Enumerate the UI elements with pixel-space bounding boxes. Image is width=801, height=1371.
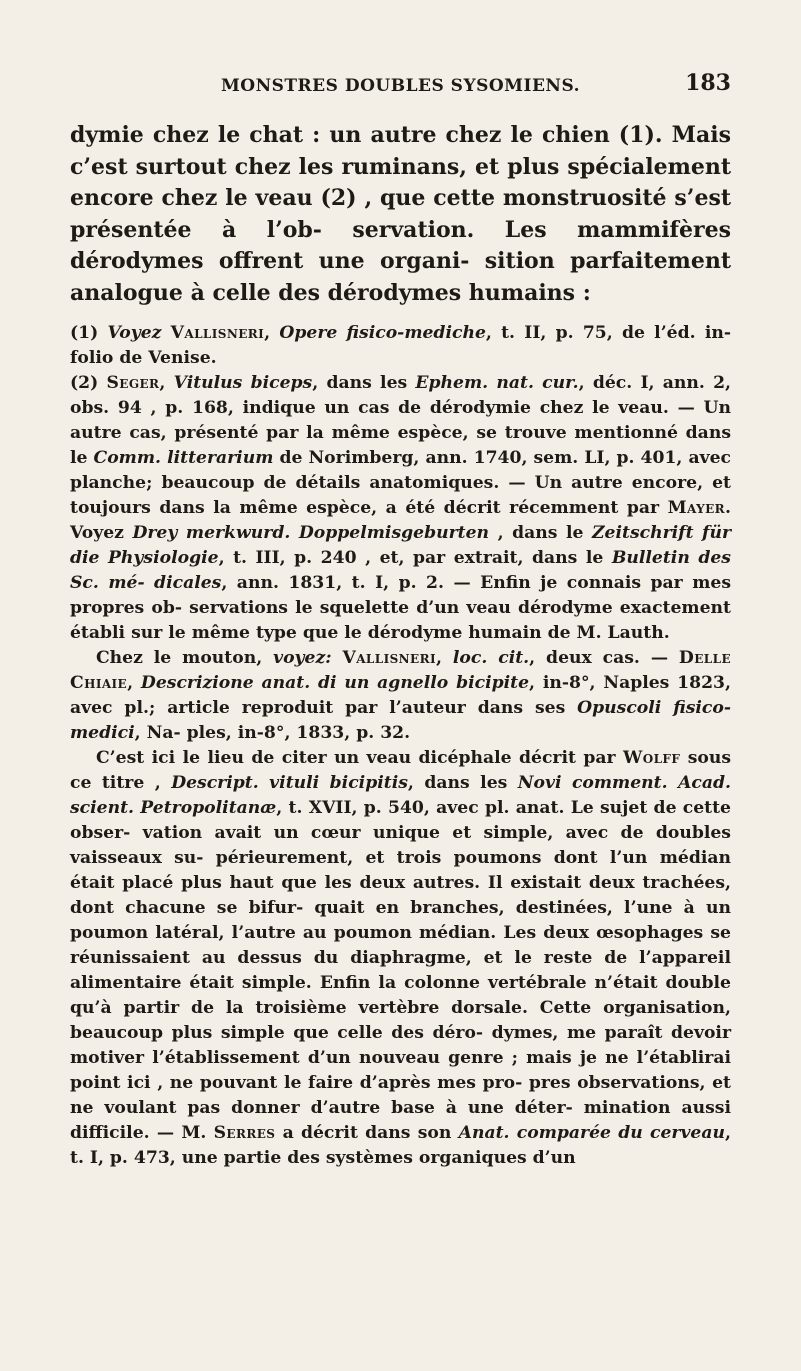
main-paragraph: dymie chez le chat : un autre chez le chien (1). Mais c’est surtout chez les ruminans, et plus spécialement encore chez le veau (2) , que cette monstruosité s’est présentée à l’ob- servation. Les mammifères dérodymes offrent une organi- sition parfaitement analogue à celle des dérodymes humains :	[70, 122, 731, 306]
wolff-text-start: C’est ici le lieu de citer un veau dicéphale décrit par	[96, 748, 624, 768]
mouton-text-2: , in-8°, Naples 1823, avec pl.; article reproduit par l’auteur dans ses	[70, 673, 731, 718]
wolff-text-1: sous ce titre ,	[70, 748, 732, 793]
wolff-title-3: Anat. comparée du cerveau	[458, 1123, 725, 1143]
wolff-author-2: Serres	[213, 1123, 276, 1143]
footnote-2-text-1: , dans les	[312, 373, 416, 393]
page-number: 183	[685, 70, 731, 96]
wolff-text-3: , t. XVII, p. 540, avec pl. anat. Le sujet de cette obser- vation avait un cœur unique et simple, avec de doubles vaisseaux su- périeurement, et trois poumons dont l’un médian était placé plus haut que les deux autres. Il existait deux trachées, dont chacune se bifur- quait en branches, destinées, l’une à un poumon latéral, l’autre au poumon médian. Les deux œsophages se réunissaient au dessus du diaphragme, et le reste de l’appareil alimentaire était simple. Enfin la colonne vertébrale n’était double qu’à partir de la troisième vertèbre dorsale. Cette organisation, beaucoup plus simple que celle des déro- dymes, me paraît devoir motiver l’établissement d’un nouveau genre ; mais je ne l’établirai point ici , ne pouvant le faire d’après mes pro- pres observations, et ne voulant pas donner d’autre base à une déter- mination aussi difficile. — M.	[70, 798, 731, 1143]
mouton-sep-2: ,	[127, 673, 141, 693]
mouton-text-1: , deux cas. —	[529, 648, 679, 668]
mouton-author: Vallisneri	[342, 648, 436, 668]
footnote-2-text-5: , dans le	[489, 523, 592, 543]
note-paragraph-wolff	[70, 746, 731, 1171]
wolff-text-end: , t. I, p. 473, une partie des systèmes organiques d’un	[70, 1123, 731, 1168]
footnote-1: (1) Voyez Vallisneri, Opere fisico-mediche, t. II, p. 75, de l’éd. in-folio de Venise.	[70, 323, 732, 368]
footnote-2	[70, 371, 731, 646]
footnote-2-text-2: , déc. I, ann. 2, obs. 94 , p. 168, indique un cas de dérodymie chez le veau. — Un autre cas, présenté par la même espèce, se trouve mentionné dans le	[70, 373, 732, 468]
mouton-title-1: Descrizione anat. di un agnello bicipite	[140, 673, 530, 693]
footnote-2-author-2: Mayer	[667, 498, 726, 518]
footnote-2-title-5: Zeitschrift für die Physiologie	[70, 523, 731, 568]
footnote-1-rest: , t. II, p. 75, de l’éd. in-folio de Venise.	[70, 323, 732, 368]
footnote-2-text-3: de Norimberg, ann. 1740, sem. LI, p. 401, avec planche; beaucoup de détails anatomiques. — Un autre encore, et toujours dans la même espèce, a été décrit récemment par	[70, 448, 731, 518]
wolff-author: Wolff	[623, 748, 681, 768]
footnote-1-voyez: Voyez	[107, 323, 162, 343]
running-head	[70, 70, 731, 110]
footnote-2-text-4: . Voyez	[70, 498, 731, 543]
footnotes	[70, 321, 731, 1171]
mouton-author-2: Delle Chiaie	[70, 648, 731, 693]
wolff-text-4: a décrit dans son	[275, 1123, 459, 1143]
footnote-1-author: Vallisneri	[170, 323, 265, 343]
mouton-sep: ,	[436, 648, 453, 668]
mouton-text-end: , Na- ples, in-8°, 1833, p. 32.	[134, 723, 411, 743]
footnote-2-mark: (2)	[70, 373, 99, 393]
note-paragraph-mouton	[70, 646, 731, 746]
footnote-2-title-6: Bulletin des Sc. mé- dicales	[70, 548, 731, 593]
mouton-title-2: Opuscoli fisico-medici	[70, 698, 731, 743]
mouton-text-start: Chez le mouton,	[96, 648, 274, 668]
footnote-2-text-6: , t. III, p. 240 , et, par extrait, dans le	[218, 548, 612, 568]
mouton-voyez: voyez:	[273, 648, 332, 668]
footnote-2-title-1: Vitulus biceps	[173, 373, 313, 393]
footnote-1-mark: (1)	[70, 323, 99, 343]
footnote-1-title: Opere fisico-mediche	[279, 323, 486, 343]
wolff-title-2: Novi comment. Acad. scient. Petropolitanæ	[70, 773, 732, 818]
footnote-2-title-4: Drey merkwurd. Doppelmisgeburten	[132, 523, 490, 543]
wolff-title-1: Descript. vituli bicipitis	[171, 773, 408, 793]
footnote-2-title-3: Comm. litterarium	[93, 448, 274, 468]
mouton-loc: loc. cit.	[452, 648, 530, 668]
footnote-2-title-2: Ephem. nat. cur.	[415, 373, 579, 393]
footnote-2-text-7: , ann. 1831, t. I, p. 2. — Enfin je connais par mes propres ob- servations le squelette d’un veau dérodyme exactement établi sur le même type que le dérodyme humain de M. Lauth.	[70, 573, 731, 643]
running-title: MONSTRES DOUBLES SYSOMIENS.	[220, 76, 581, 96]
footnote-2-sep: ,	[159, 373, 174, 393]
wolff-text-2: , dans les	[407, 773, 518, 793]
mouton-space	[332, 648, 343, 668]
footnote-2-author: Seger	[106, 373, 160, 393]
